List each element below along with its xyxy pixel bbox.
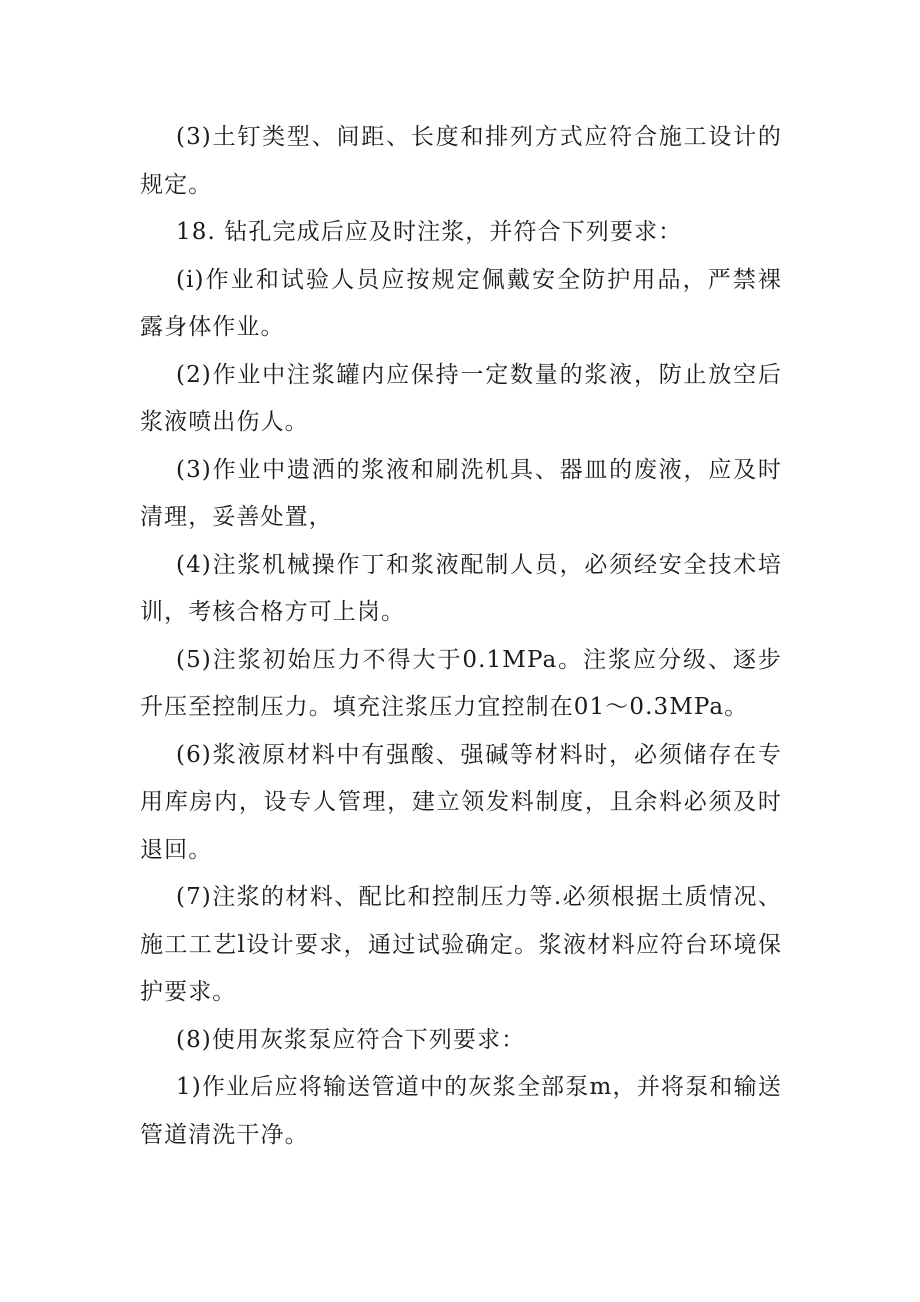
paragraph-grout-tank: (2)作业中注浆罐内应保持一定数量的浆液，防止放空后浆液喷出伤人。 [140, 361, 782, 435]
paragraph-waste-cleanup: (3)作业中遗洒的浆液和刷洗机具、器皿的废液，应及时清理，妥善处置， [140, 456, 782, 530]
paragraph-grouting-heading: 18. 钻孔完成后应及时注浆，并符合下列要求： [176, 219, 683, 245]
paragraph-soil-nail-requirements: (3)土钉类型、间距、长度和排列方式应符合施工设计的规定。 [140, 124, 782, 198]
paragraph-initial-pressure: (5)注浆初始压力不得大于0.1MPa。注浆应分级、逐步升压至控制压力。填充注浆压力宜控制在01～0.3MPa。 [140, 646, 782, 720]
paragraph-grout-mix: (7)注浆的材料、配比和控制压力等.必须根据土质情况、施工工艺l设计要求，通过试验确定。浆液材料应符台环境保护要求。 [140, 884, 782, 1005]
paragraph-pump-cleaning: 1)作业后应将输送管道中的灰浆全部泵m，并将泵和输送管道清洗干净。 [140, 1074, 782, 1148]
paragraph-mortar-pump-heading: (8)使用灰浆泵应符合下列要求： [176, 1026, 526, 1053]
paragraph-operator-training: (4)注浆机械操作丁和浆液配制人员，必须经安全技术培训，考核合格方可上岗。 [140, 551, 782, 625]
paragraph-protective-equipment: (i)作业和试验人员应按规定佩戴安全防护用品，严禁裸露身体作业。 [140, 266, 782, 340]
paragraph-material-storage: (6)浆液原材料中有强酸、强碱等材料时，必须储存在专用库房内，设专人管理，建立领发料制度，且余料必须及时退回。 [140, 741, 782, 863]
document-body [140, 114, 782, 1159]
